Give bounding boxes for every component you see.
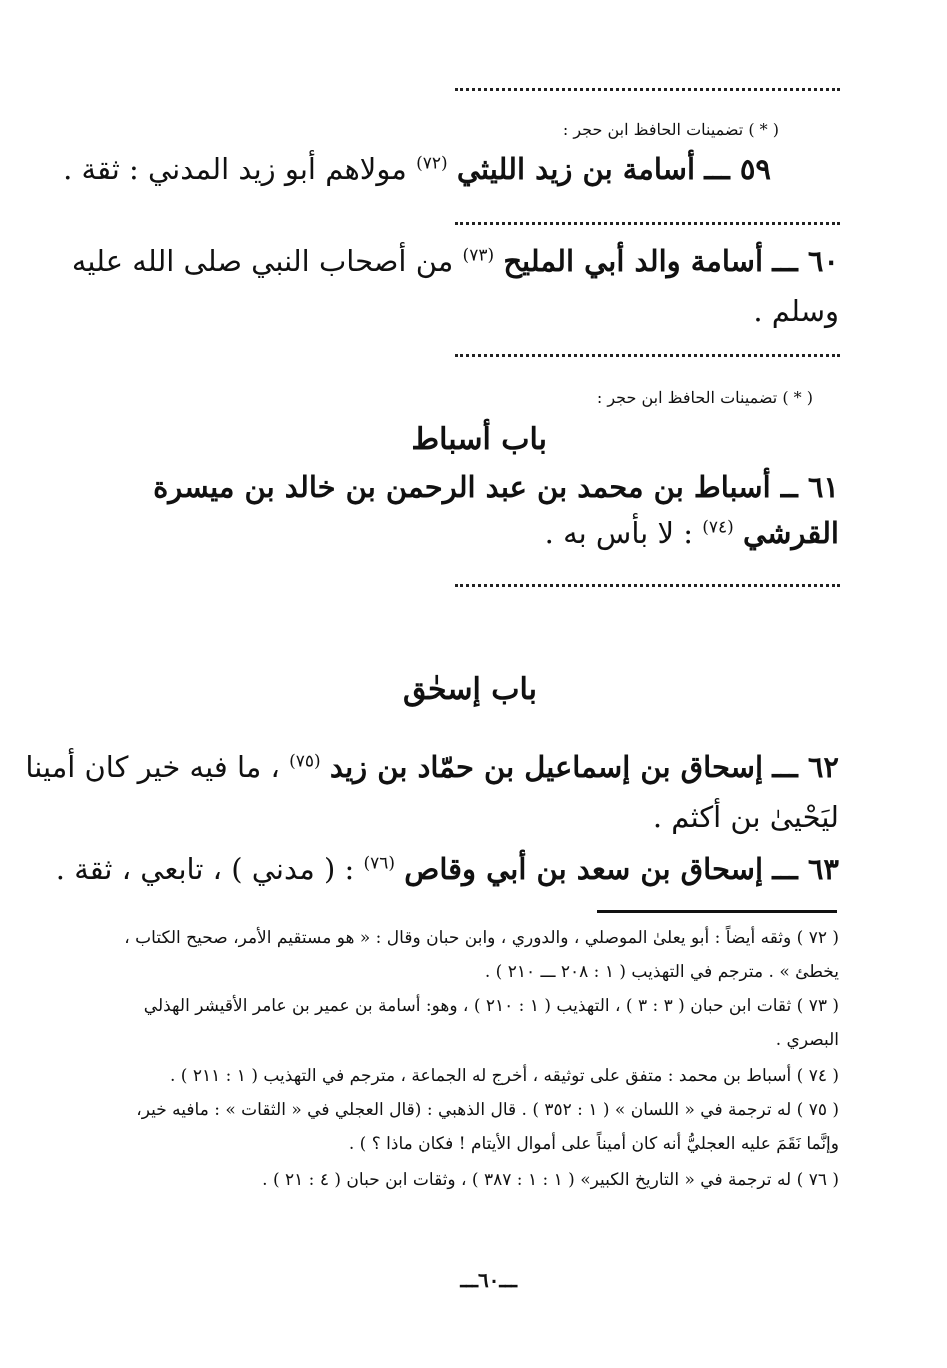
entry-60-line2: وسلم . xyxy=(753,294,839,328)
entry-number: ٦٣ ـــ xyxy=(772,852,839,886)
entry-61-line2 xyxy=(545,516,839,550)
entry-name: إسحاق بن سعد بن أبي وقاص xyxy=(404,852,764,886)
footnote-line: ( ٧٦ ) له ترجمة في « التاريخ الكبير» ( ١ : ١ : ٣٨٧ ) ، وثقات ابن حبان ( ٤ : ٢١ ) . xyxy=(262,1170,839,1190)
footnote-ref: (٧٤) xyxy=(702,517,734,538)
footnote-line: ( ٧٢ ) وثقه أيضاً : أبو يعلىٰ الموصلي ، والدوري ، وابن حبان وقال : « هو مستقيم الأمر، صحيح الكتاب ، xyxy=(124,928,839,948)
footnote-ref: (٧٢) xyxy=(416,153,448,174)
footnote-ref: (٧٥) xyxy=(289,751,321,772)
entry-text: : ( مدني ) ، تابعي ، ثقة . xyxy=(55,852,355,886)
entry-name: القرشي xyxy=(742,516,839,550)
entry-name: أسامة بن زيد الليثي xyxy=(456,152,696,186)
dotted-separator xyxy=(455,88,840,91)
entry-59 xyxy=(63,152,771,186)
footnote-ref: (٧٣) xyxy=(462,245,495,266)
footnote-line: يخطئ » . مترجم في التهذيب ( ١ : ٢٠٨ ـــ ٢١٠ ) . xyxy=(484,962,839,982)
dotted-separator xyxy=(455,222,840,225)
entry-60 xyxy=(72,244,839,278)
entry-name: إسحاق بن إسماعيل بن حمّاد بن زيد xyxy=(329,750,764,784)
entry-text: مولاهم أبو زيد المدني : ثقة . xyxy=(63,152,407,186)
dotted-separator xyxy=(455,354,840,357)
entry-number: ٦٠ ـــ xyxy=(772,244,839,278)
entry-text: : لا بأس به . xyxy=(544,516,693,550)
dotted-separator xyxy=(455,584,840,587)
footnote-ref: (٧٦) xyxy=(363,853,396,874)
entry-63 xyxy=(56,852,839,886)
footnote-line: ( ٧٣ ) ثقات ابن حبان ( ٣ : ٣ ) ، التهذيب ( ١ : ٢١٠ ) ، وهو: أسامة بن عمير بن عامر الأقيشر الهذلي xyxy=(143,996,839,1016)
page-number: ـــ٦٠ـــ xyxy=(460,1268,517,1292)
entry-number: ٥٩ ـــ xyxy=(704,152,771,186)
entry-62-line2: ليَحْيىٰ بن أكثم . xyxy=(652,800,839,834)
entry-name: أسامة والد أبي المليح xyxy=(503,244,764,278)
section-heading: باب إسحٰق xyxy=(402,672,537,707)
entry-62 xyxy=(25,750,839,784)
editor-note: ( * ) تضمينات الحافظ ابن حجر : xyxy=(596,388,813,407)
editor-note: ( * ) تضمينات الحافظ ابن حجر : xyxy=(562,120,779,139)
footnote-line: ( ٧٥ ) له ترجمة في « اللسان » ( ١ : ٣٥٢ ) . قال الذهبي : (قال العجلي في « الثقات » : مافيه خير، xyxy=(136,1100,839,1120)
entry-text: ، ما فيه خير كان أمينا xyxy=(25,750,280,784)
footnote-line: وإنَّما نَقَمَ عليه العجليُّ أنه كان أميناً على أموال الأيتام ! فكان ماذا ؟ ) . xyxy=(348,1134,839,1154)
entry-61: ٦١ ــ أسباط بن محمد بن عبد الرحمن بن خالد بن ميسرة xyxy=(153,470,839,504)
entry-text: من أصحاب النبي صلى الله عليه xyxy=(71,244,454,278)
footnote-line: البصري . xyxy=(775,1030,839,1050)
footnote-line: ( ٧٤ ) أسباط بن محمد : متفق على توثيقه ، أخرج له الجماعة ، مترجم في التهذيب ( ١ : ٢١١ ) . xyxy=(169,1066,839,1086)
footnote-rule xyxy=(597,910,837,913)
entry-number: ٦٢ ـــ xyxy=(772,750,839,784)
section-heading: باب أسباط xyxy=(411,422,547,457)
